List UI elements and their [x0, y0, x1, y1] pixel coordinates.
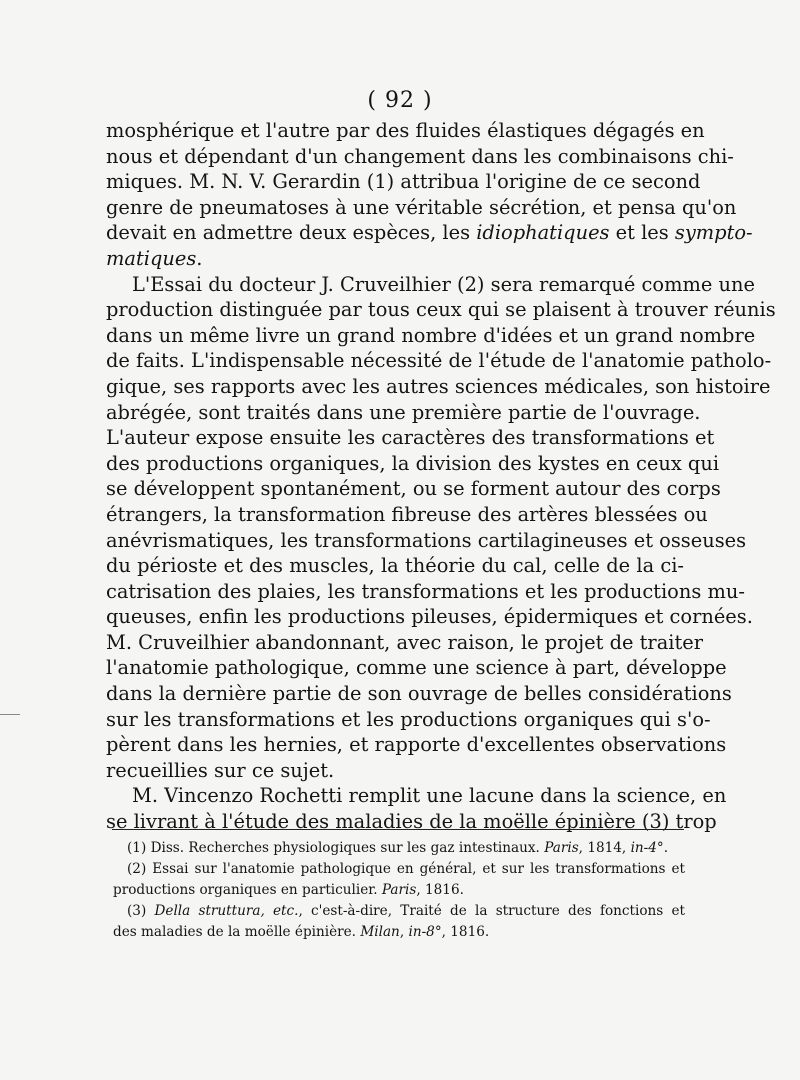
footnote-text: . — [663, 840, 669, 856]
italic-term: Paris — [544, 840, 579, 856]
text-line: dans la dernière partie de son ouvrage de belles considérations — [106, 682, 732, 706]
text-line: de faits. L'indispensable nécessité de l'étude de l'anatomie patholo- — [106, 349, 772, 373]
text-fragment: devait en admettre deux espèces, les — [106, 221, 477, 245]
italic-term: matiques — [106, 246, 197, 270]
text-line: genre de pneumatoses à une véritable sécrétion, et pensa qu'on — [106, 195, 737, 219]
text-line: L'Essai du docteur J. Cruveilhier (2) sera remarqué comme une — [132, 272, 755, 296]
text-line: se développent spontanément, ou se forment autour des corps — [106, 477, 721, 501]
footnote-2-line-1: (2) Essai sur l'anatomie pathologique en général, et sur les transformations et — [127, 861, 685, 877]
text-line: dans un même livre un grand nombre d'idées et un grand nombre — [106, 323, 756, 347]
text-line: recueillies sur ce sujet. — [106, 758, 335, 782]
italic-term: in-8° — [408, 924, 442, 940]
footnote-3-line-2 — [113, 922, 685, 943]
italic-term: Paris — [381, 882, 417, 898]
text-line: se livrant à l'étude des maladies de la moëlle épinière (3) trop — [106, 810, 717, 834]
footnote-text: des maladies de la moëlle épinière. — [113, 924, 357, 940]
margin-mark — [0, 714, 20, 715]
text-line: pèrent dans les hernies, et rapporte d'excellentes observations — [106, 733, 727, 757]
text-line-with-italics — [106, 220, 753, 246]
footnote-divider — [112, 829, 684, 830]
text-line: abrégée, sont traités dans une première partie de l'ouvrage. — [106, 400, 701, 424]
main-text — [106, 118, 776, 835]
text-line: l'anatomie pathologique, comme une science à part, développe — [106, 656, 727, 680]
footnote-text: (3) — [127, 903, 147, 919]
text-line: M. Vincenzo Rochetti remplit une lacune dans la science, en — [132, 784, 727, 808]
footnote-text: , 1816. — [441, 924, 490, 940]
text-line: sur les transformations et les productions organiques qui s'o- — [106, 707, 711, 731]
italic-term: Della struttura, etc. — [154, 903, 299, 919]
text-line: étrangers, la transformation fibreuse des artères blessées ou — [106, 502, 708, 526]
text-line: M. Cruveilhier abandonnant, avec raison, le projet de traiter — [106, 630, 704, 654]
text-fragment: . — [196, 246, 203, 270]
text-line: des productions organiques, la division des kystes en ceux qui — [106, 451, 720, 475]
italic-term: sympto- — [674, 221, 753, 245]
text-line: anévrismatiques, les transformations cartilagineuses et osseuses — [106, 528, 747, 552]
footnote-text: (1) Diss. Recherches physiologiques sur les gaz intestinaux. — [127, 840, 540, 856]
text-line: gique, ses rapports avec les autres sciences médicales, son histoire — [106, 374, 771, 398]
text-line: miques. M. N. V. Gerardin (1) attribua l'origine de ce second — [106, 170, 701, 194]
footnote-text: , — [399, 924, 405, 940]
text-line: production distinguée par tous ceux qui se plaisent à trouver réunis — [106, 298, 776, 322]
text-line: du périoste et des muscles, la théorie du cal, celle de la ci- — [106, 554, 684, 578]
text-line: nous et dépendant d'un changement dans les combinaisons chi- — [106, 144, 734, 168]
footnotes — [113, 838, 685, 943]
footnote-text: productions organiques en particulier. — [113, 882, 378, 898]
footnote-text: , c'est-à-dire, Traité de la structure des fonctions et — [298, 903, 685, 919]
page-number: ( 92 ) — [367, 88, 433, 113]
italic-term: idiophatiques — [476, 221, 610, 245]
text-line: L'auteur expose ensuite les caractères des transformations et — [106, 426, 715, 450]
italic-term: Milan — [360, 924, 400, 940]
text-line — [106, 246, 684, 272]
footnote-1 — [113, 838, 685, 859]
text-line: catrisation des plaies, les transformations et les productions mu- — [106, 579, 745, 603]
footnote-3-line-1 — [113, 901, 685, 922]
text-line: mosphérique et l'autre par des fluides élastiques dégagés en — [106, 119, 705, 142]
footnote-text: , 1816. — [416, 882, 464, 898]
italic-term: in-4° — [630, 840, 664, 856]
footnote-text: , 1814, — [578, 840, 631, 856]
text-fragment: et les — [609, 221, 675, 245]
text-line: queuses, enfin les productions pileuses, épidermiques et cornées. — [106, 605, 753, 629]
footnote-2-line-2 — [113, 880, 685, 901]
